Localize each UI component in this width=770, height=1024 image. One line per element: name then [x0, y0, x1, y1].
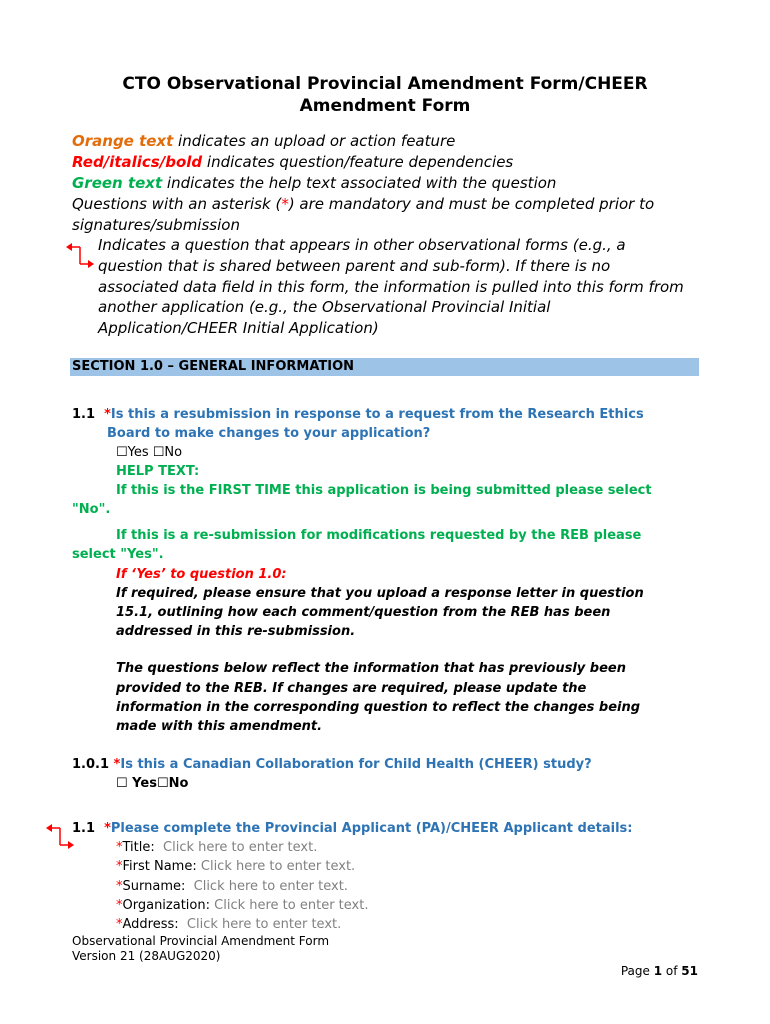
- yes-no-checkboxes[interactable]: ☐Yes ☐No: [116, 445, 183, 460]
- question-1-0-1: 1.0.1 *Is this a Canadian Collaboration for Child Health (CHEER) study?: [72, 757, 592, 772]
- organization-input[interactable]: Click here to enter text.: [214, 898, 369, 913]
- dependency-line: addressed in this re-submission.: [116, 624, 356, 639]
- footer-form-name: Observational Provincial Amendment Form: [72, 934, 330, 948]
- title-field[interactable]: *Title: Click here to enter text.: [116, 840, 318, 855]
- dependency-line: 15.1, outlining how each comment/question from the REB has been: [116, 605, 611, 620]
- organization-field[interactable]: *Organization: Click here to enter text.: [116, 898, 369, 913]
- address-input[interactable]: Click here to enter text.: [186, 917, 342, 932]
- shared-note-line: Indicates a question that appears in other observational forms (e.g., a: [98, 236, 626, 254]
- footer-version: Version 21 (28AUG2020): [72, 949, 221, 963]
- legend-green: Green text indicates the help text associated with the question: [72, 174, 557, 192]
- question-applicant-details: 1.1 *Please complete the Provincial Applicant (PA)/CHEER Applicant details:: [72, 821, 633, 836]
- legend-orange: Orange text indicates an upload or action feature: [72, 132, 456, 150]
- note-line: The questions below reflect the information that has previously been: [116, 661, 627, 676]
- legend-green-label: Green text: [72, 174, 163, 192]
- shared-note-line: Application/CHEER Initial Application): [98, 319, 379, 337]
- legend-asterisk: Questions with an asterisk (*) are mandatory and must be completed prior to: [72, 195, 655, 213]
- dependency-title: If ‘Yes’ to question 1.0:: [116, 567, 287, 582]
- cheer-yes-no-checkboxes[interactable]: ☐ Yes☐No: [116, 776, 189, 791]
- question-1-1: 1.1 *Is this a resubmission in response to a request from the Research Ethics: [72, 407, 644, 422]
- page-title-line2: Amendment Form: [299, 96, 471, 116]
- section-header: SECTION 1.0 – GENERAL INFORMATION: [70, 358, 699, 376]
- first-name-field[interactable]: *First Name: Click here to enter text.: [116, 859, 356, 874]
- legend-orange-label: Orange text: [72, 132, 174, 150]
- first-name-input[interactable]: Click here to enter text.: [200, 859, 356, 874]
- surname-field[interactable]: *Surname: Click here to enter text.: [116, 879, 348, 894]
- surname-input[interactable]: Click here to enter text.: [193, 879, 348, 894]
- note-line: information in the corresponding question to reflect the changes being: [116, 700, 641, 715]
- note-line: made with this amendment.: [116, 719, 323, 734]
- shared-note-line: associated data field in this form, the information is pulled into this form from: [98, 278, 684, 296]
- shared-note-line: question that is shared between parent and sub-form). If there is no: [98, 257, 611, 275]
- help-text-line: "No".: [72, 502, 111, 517]
- address-field[interactable]: *Address: Click here to enter text.: [116, 917, 342, 932]
- shared-question-arrow-icon: [64, 240, 96, 270]
- page-title-line1: CTO Observational Provincial Amendment Form/CHEER: [122, 74, 648, 94]
- legend-red-label: Red/italics/bold: [72, 153, 203, 171]
- title-input[interactable]: Click here to enter text.: [163, 840, 318, 855]
- help-text-title: HELP TEXT:: [116, 464, 200, 479]
- dependency-line: If required, please ensure that you upload a response letter in question: [116, 586, 644, 601]
- legend-asterisk-line2: signatures/submission: [72, 216, 240, 234]
- help-text-line: If this is a re-submission for modifications requested by the REB please: [116, 528, 642, 543]
- legend-red: Red/italics/bold indicates question/feature dependencies: [72, 153, 514, 171]
- note-line: provided to the REB. If changes are required, please update the: [116, 681, 587, 696]
- help-text-line: select "Yes".: [72, 547, 164, 562]
- question-1-1-line2: Board to make changes to your application?: [107, 426, 431, 441]
- page-number: Page 1 of 51: [620, 964, 698, 978]
- shared-note-line: another application (e.g., the Observational Provincial Initial: [98, 298, 551, 316]
- help-text-line: If this is the FIRST TIME this application is being submitted please select: [116, 483, 652, 498]
